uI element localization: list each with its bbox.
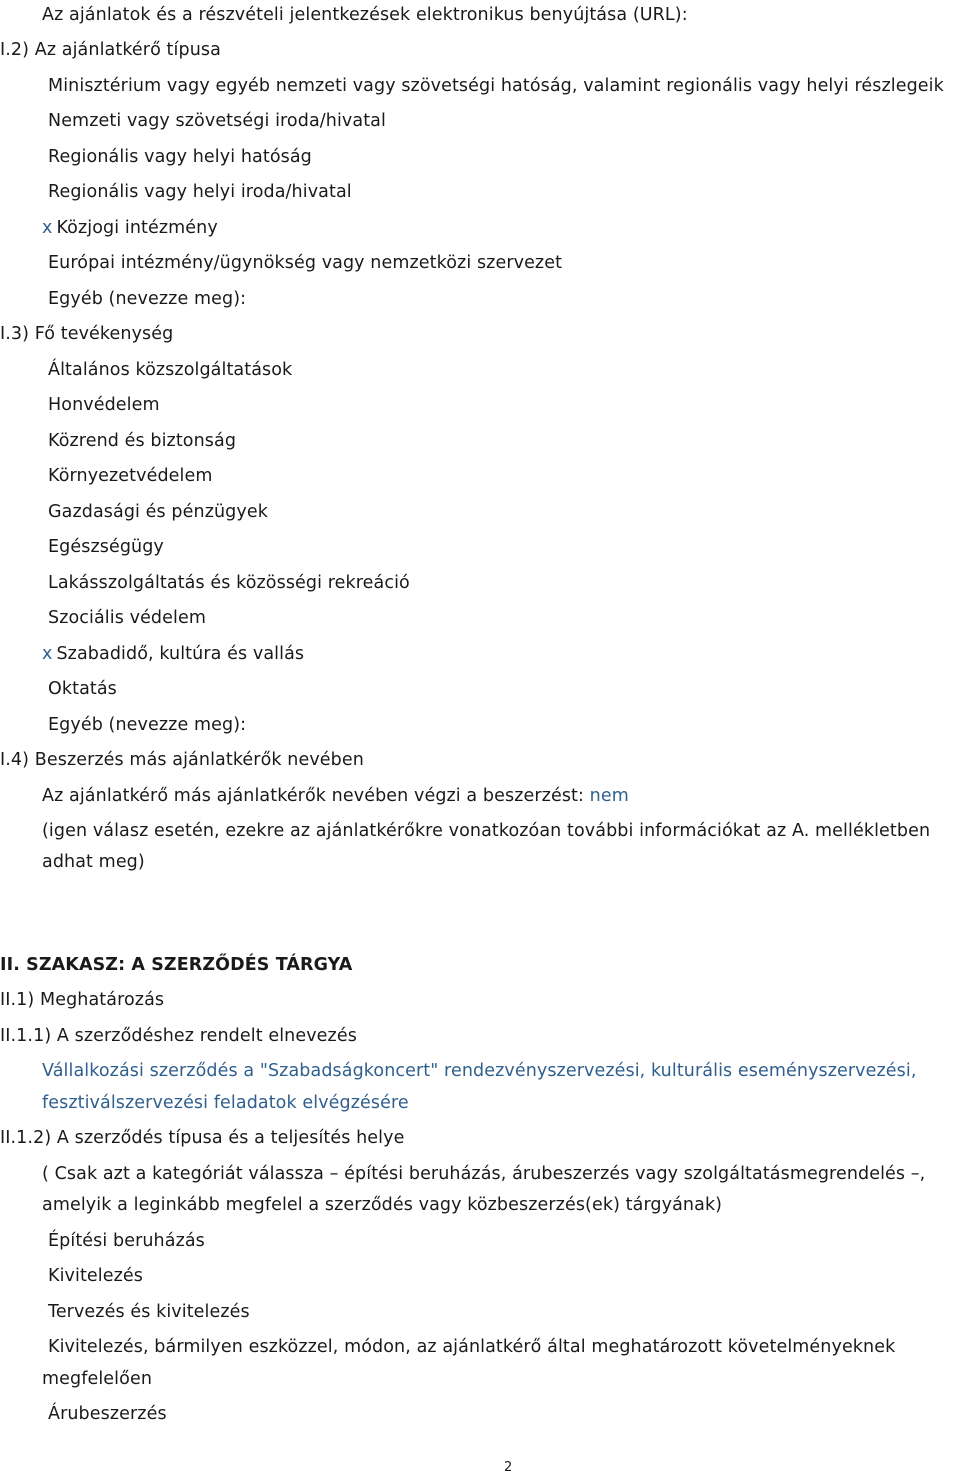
contract-title-line-2: fesztiválszervezési feladatok elvégzésére [42, 1093, 409, 1113]
section-i2-heading: I.2) Az ajánlatkérő típusa [0, 40, 221, 60]
option-label: Közjogi intézmény [56, 218, 218, 238]
section-ii11-heading: II.1.1) A szerződéshez rendelt elnevezés [0, 1026, 357, 1046]
section-i4-heading: I.4) Beszerzés más ajánlatkérők nevében [0, 750, 364, 770]
check-mark: x [42, 218, 53, 238]
type-execution: Kivitelezés [48, 1266, 143, 1286]
i4-note-line-1: (igen válasz esetén, ezekre az ajánlatkérőkre vonatkozóan további információkat az A. mellékletben [42, 821, 931, 841]
type-realisation-line-2: megfelelően [42, 1369, 153, 1389]
type-design-execution: Tervezés és kivitelezés [48, 1302, 250, 1322]
activity-environment: Környezetvédelem [48, 466, 213, 486]
i4-question [42, 785, 629, 807]
type-supplies: Árubeszerzés [48, 1404, 167, 1424]
i4-note-line-2: adhat meg) [42, 852, 145, 872]
activity-education: Oktatás [48, 679, 117, 699]
page-number: 2 [504, 1460, 513, 1475]
i4-answer: nem [589, 786, 629, 806]
type-realisation-line-1: Kivitelezés, bármilyen eszközzel, módon, az ajánlatkérő által meghatározott követelményeknek [48, 1337, 896, 1357]
activity-health: Egészségügy [48, 537, 164, 557]
type-works: Építési beruházás [48, 1231, 205, 1251]
option-regional-office: Regionális vagy helyi iroda/hivatal [48, 182, 352, 202]
section-ii-title: II. SZAKASZ: A SZERZŐDÉS TÁRGYA [0, 955, 353, 975]
option-label: Szabadidő, kultúra és vallás [56, 644, 305, 664]
ii12-note-line-2: amelyik a leginkább megfelel a szerződés vagy közbeszerzés(ek) tárgyának) [42, 1195, 723, 1215]
option-national-office: Nemzeti vagy szövetségi iroda/hivatal [48, 111, 386, 131]
activity-social-protection: Szociális védelem [48, 608, 206, 628]
option-other-type: Egyéb (nevezze meg): [48, 289, 247, 309]
section-ii1-heading: II.1) Meghatározás [0, 990, 165, 1010]
i4-question-text: Az ajánlatkérő más ajánlatkérők nevében végzi a beszerzést: [42, 786, 590, 806]
activity-housing: Lakásszolgáltatás és közösségi rekreáció [48, 573, 410, 593]
ii12-note-line-1: ( Csak azt a kategóriát válassza – építési beruházás, árubeszerzés vagy szolgáltatásmegrendelés –, [42, 1164, 926, 1184]
option-ministry: Minisztérium vagy egyéb nemzeti vagy szövetségi hatóság, valamint regionális vagy helyi részlegeik [48, 76, 944, 96]
option-european-institution: Európai intézmény/ügynökség vagy nemzetközi szervezet [48, 253, 563, 273]
url-line: Az ajánlatok és a részvételi jelentkezések elektronikus benyújtása (URL): [42, 5, 688, 25]
activity-public-order: Közrend és biztonság [48, 431, 237, 451]
contract-title-line-1: Vállalkozási szerződés a "Szabadságkoncert" rendezvényszervezési, kulturális eseményszervezési, [42, 1061, 917, 1081]
section-i3-heading: I.3) Fő tevékenység [0, 324, 174, 344]
activity-other: Egyéb (nevezze meg): [48, 715, 247, 735]
activity-economic-financial: Gazdasági és pénzügyek [48, 502, 268, 522]
activity-recreation-selected [42, 643, 304, 665]
activity-defence: Honvédelem [48, 395, 160, 415]
activity-general-services: Általános közszolgáltatások [48, 360, 293, 380]
section-ii12-heading: II.1.2) A szerződés típusa és a teljesítés helye [0, 1128, 405, 1148]
option-public-body-selected [42, 217, 218, 239]
option-regional-authority: Regionális vagy helyi hatóság [48, 147, 312, 167]
check-mark: x [42, 644, 53, 664]
